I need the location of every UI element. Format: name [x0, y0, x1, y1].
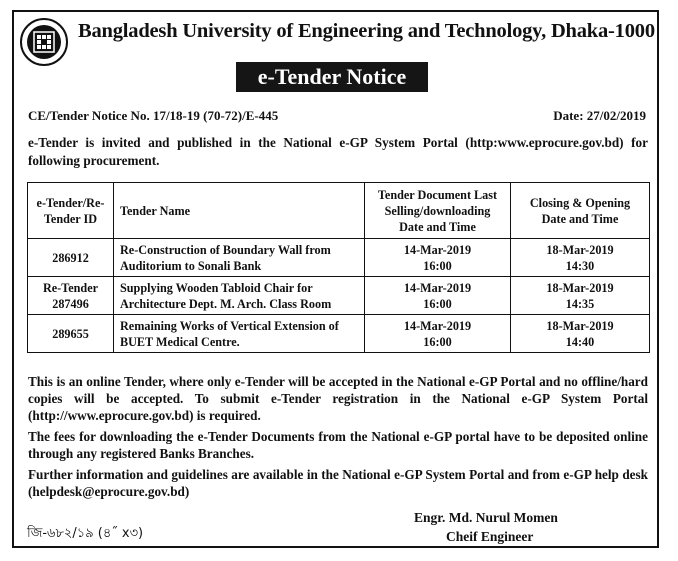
header-last-selling: Tender Document Last Selling/downloading Date and Time — [365, 183, 511, 239]
signature-block — [414, 508, 558, 546]
last-selling-time: 16:00 — [423, 296, 452, 311]
note-fees: The fees for downloading the e-Tender Documents from the National e-GP portal have to be deposited online through any registered Banks Branches. — [28, 429, 648, 461]
closing-cell — [511, 315, 650, 353]
buet-logo-icon — [20, 18, 68, 66]
last-selling-date: 14-Mar-2019 — [403, 280, 472, 295]
closing-cell — [511, 277, 650, 315]
last-selling-date: 14-Mar-2019 — [403, 242, 472, 257]
closing-date: 18-Mar-2019 — [546, 242, 614, 257]
header-tender-id: e-Tender/Re-Tender ID — [28, 183, 114, 239]
signatory-name: Engr. Md. Nurul Momen — [414, 510, 558, 525]
table-row — [28, 277, 650, 315]
notice-date: Date: 27/02/2019 — [553, 108, 646, 123]
tender-notice-reference: CE/Tender Notice No. 17/18-19 (70-72)/E-445 — [28, 108, 279, 123]
intro-paragraph: e-Tender is invited and published in the National e-GP System Portal (http:www.eprocure.gov.bd) for following procurement. — [28, 135, 648, 168]
tender-name: Supplying Wooden Tabloid Chair for Architecture Dept. M. Arch. Class Room — [114, 277, 365, 315]
note-online-tender: This is an online Tender, where only e-Tender will be accepted in the National e-GP Portal and no offline/hard copies will be accepted. To submit e-Tender registration in the National e-GP System Portal (http://www.eprocure.gov.bd) is required. — [28, 374, 648, 423]
tender-id: 286912 — [28, 239, 114, 277]
tender-name: Remaining Works of Vertical Extension of BUET Medical Centre. — [114, 315, 365, 353]
organization-name: Bangladesh University of Engineering and Technology, Dhaka-1000 — [78, 20, 655, 42]
header-tender-name: Tender Name — [114, 183, 365, 239]
last-selling-time: 16:00 — [423, 334, 452, 349]
tender-id: 287496 — [52, 296, 89, 311]
closing-time: 14:30 — [565, 258, 595, 273]
last-selling-time: 16:00 — [423, 258, 452, 273]
last-selling-cell — [365, 315, 511, 353]
retender-label: Re-Tender — [42, 280, 99, 295]
notice-title-banner: e-Tender Notice — [236, 62, 428, 92]
last-selling-cell — [365, 239, 511, 277]
tender-name: Re-Construction of Boundary Wall from Auditorium to Sonali Bank — [114, 239, 365, 277]
closing-date: 18-Mar-2019 — [546, 318, 614, 333]
notes-section — [28, 373, 648, 504]
tender-id-cell — [28, 277, 114, 315]
table-row — [28, 239, 650, 277]
closing-date: 18-Mar-2019 — [546, 280, 614, 295]
table-row — [28, 315, 650, 353]
signatory-designation: Cheif Engineer — [446, 529, 534, 544]
publication-code: জি-৬৮২/১৯ (৪˝ x৩) — [27, 526, 144, 541]
tender-id: 289655 — [28, 315, 114, 353]
table-header-row — [28, 183, 650, 239]
last-selling-date: 14-Mar-2019 — [403, 318, 472, 333]
tender-table — [27, 182, 650, 353]
closing-time: 14:35 — [565, 296, 595, 311]
closing-cell — [511, 239, 650, 277]
header-closing-opening: Closing & Opening Date and Time — [511, 183, 650, 239]
last-selling-cell — [365, 277, 511, 315]
note-further-info: Further information and guidelines are available in the National e-GP System Portal and from e-GP help desk (helpdesk@eprocure.gov.bd) — [28, 467, 648, 499]
closing-time: 14:40 — [565, 334, 595, 349]
